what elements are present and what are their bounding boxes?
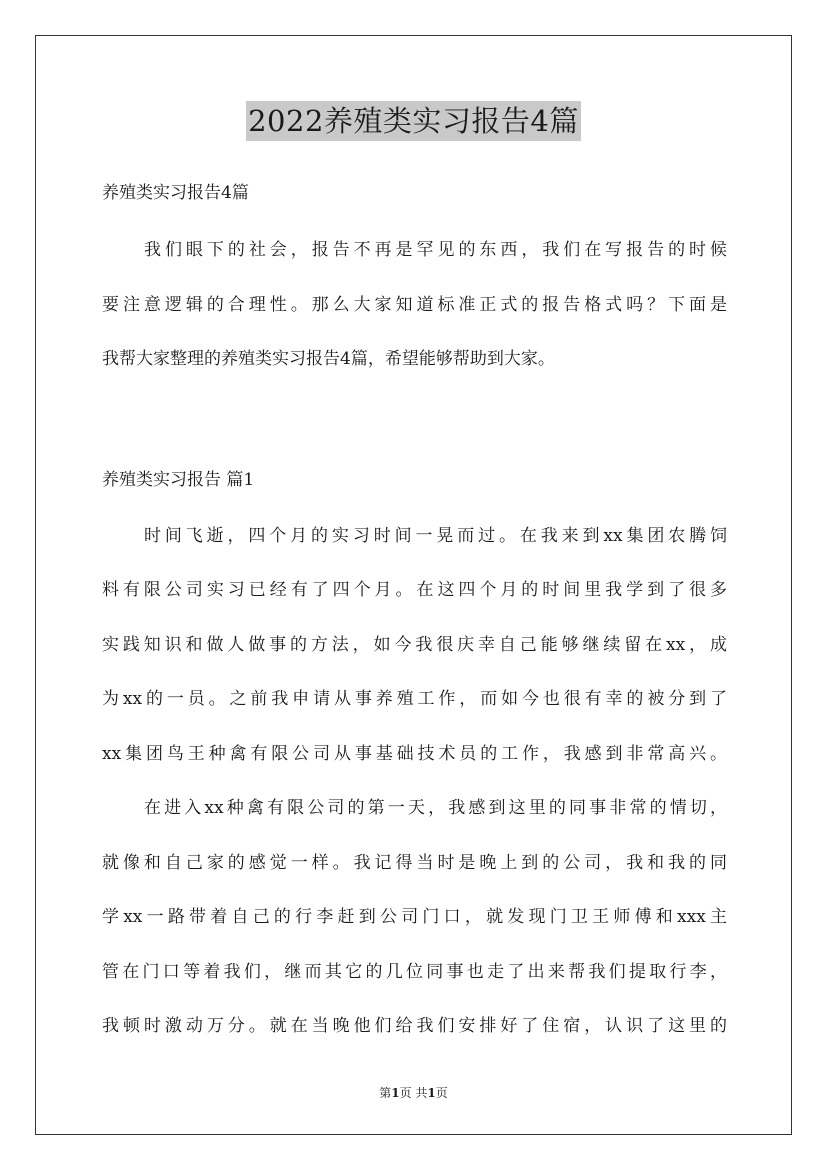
page-number-total: 1 bbox=[427, 1086, 436, 1100]
paragraph-line: 要注意逻辑的合理性。那么大家知道标准正式的报告格式吗？下面是 bbox=[102, 294, 727, 315]
paragraph-line: 学xx一路带着自己的行李赶到公司门口，就发现门卫王师傅和xxx主 bbox=[102, 907, 727, 927]
document-body bbox=[102, 178, 727, 1066]
paragraph-line: 时间飞逝，四个月的实习时间一晃而过。在我来到xx集团农腾饲 bbox=[144, 525, 727, 546]
section1-paragraph-1 bbox=[102, 521, 727, 794]
paragraph-line: 我帮大家整理的养殖类实习报告4篇，希望能够帮助到大家。 bbox=[102, 349, 555, 369]
section1-paragraph-2 bbox=[102, 793, 727, 1066]
paragraph-line: 实践知识和做人做事的方法，如今我很庆幸自己能够继续留在xx，成 bbox=[102, 634, 727, 655]
page-footer bbox=[0, 1085, 827, 1101]
page-number-suffix: 页 bbox=[435, 1086, 448, 1100]
paragraph-line: 我顿时激动万分。就在当晚他们给我们安排好了住宿，认识了这里的 bbox=[102, 1016, 727, 1036]
paragraph-line: 我们眼下的社会，报告不再是罕见的东西，我们在写报告的时候 bbox=[144, 240, 727, 260]
intro-paragraph bbox=[102, 235, 727, 399]
paragraph-line: 料有限公司实习已经有了四个月。在这四个月的时间里我学到了很多 bbox=[102, 580, 727, 600]
paragraph-line: 就像和自己家的感觉一样。我记得当时是晚上到的公司，我和我的同 bbox=[102, 852, 727, 873]
document-subtitle: 养殖类实习报告4篇 bbox=[102, 183, 249, 203]
paragraph-line: xx集团鸟王种禽有限公司从事基础技术员的工作，我感到非常高兴。 bbox=[102, 743, 727, 764]
page-number-prefix: 第 bbox=[379, 1086, 392, 1100]
paragraph-line: 为xx的一员。之前我申请从事养殖工作，而如今也很有幸的被分到了 bbox=[102, 689, 727, 709]
page-number-mid: 页 共 bbox=[399, 1086, 428, 1100]
title-wrap bbox=[0, 101, 827, 141]
section-heading: 养殖类实习报告 篇1 bbox=[102, 469, 255, 490]
page-number-current: 1 bbox=[391, 1086, 400, 1100]
paragraph-line: 管在门口等着我们，继而其它的几位同事也走了出来帮我们提取行李， bbox=[102, 961, 727, 982]
paragraph-line: 在进入xx种禽有限公司的第一天，我感到这里的同事非常的情切， bbox=[144, 798, 727, 818]
document-title: 2022养殖类实习报告4篇 bbox=[246, 101, 581, 141]
